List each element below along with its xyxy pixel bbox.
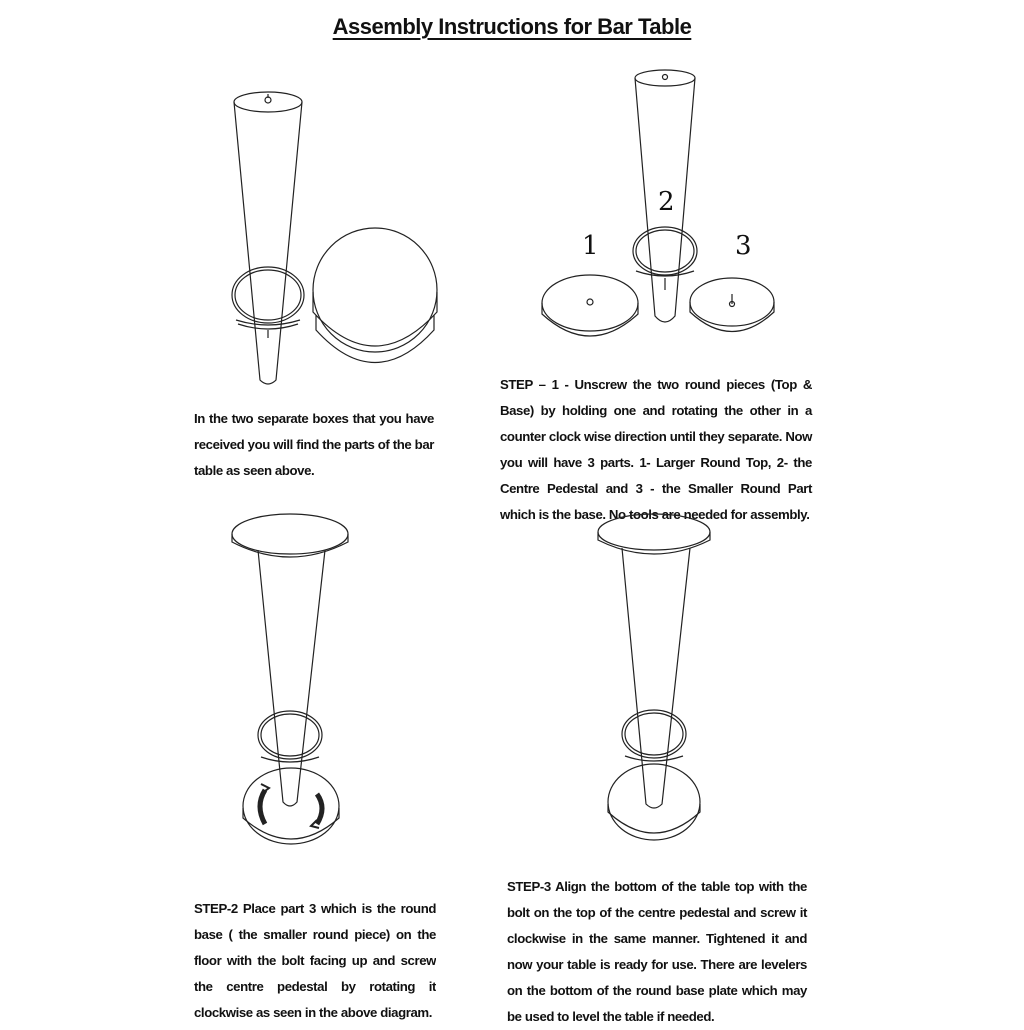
pedestal-body <box>234 102 302 384</box>
figure-step2 <box>225 510 375 860</box>
figure-step3 <box>594 512 724 852</box>
rotate-arrow-right <box>317 794 322 824</box>
round-pieces-combined <box>313 228 437 352</box>
table-top-disc <box>232 514 348 554</box>
table-top-disc <box>598 514 710 550</box>
figure-parts-in-boxes <box>220 80 460 400</box>
ring-support <box>633 227 697 275</box>
rotate-arrow-left <box>260 790 265 824</box>
page-title <box>0 14 1024 40</box>
figure-separated-parts <box>530 66 810 356</box>
title-text: Assembly Instructions for Bar Table <box>332 14 692 39</box>
step2-paragraph: STEP-2 Place part 3 which is the round base ( the smaller round piece) on the floor with the bolt facing up and screw the centre pedestal by rotating it clockwise as seen in the above diagram. <box>194 901 436 1020</box>
label-part-1: 1 <box>582 231 599 261</box>
larger-round-top <box>542 275 638 331</box>
label-part-3: 3 <box>735 231 752 261</box>
ring-support <box>232 267 304 323</box>
step1-paragraph: STEP – 1 - Unscrew the two round pieces (Top & Base) by holding one and rotating the other in a counter clock wise direction until they separate. Now you will have 3 parts. 1- Larger Round Top, 2- the Centre Pedestal and 3 - the Smaller Round Part which is the base. No tools are needed for assembly. <box>500 377 812 522</box>
label-part-2: 2 <box>658 187 675 217</box>
step3-paragraph: STEP-3 Align the bottom of the table top with the bolt on the top of the centre pedestal and screw it clockwise in the same manner. Tightened it and now your table is ready for use. There are levelers on the bottom of the round base plate which may be used to level the table if needed. <box>507 879 807 1024</box>
round-base <box>608 764 700 840</box>
intro-paragraph: In the two separate boxes that you have received you will find the parts of the bar table as seen above. <box>194 411 434 478</box>
